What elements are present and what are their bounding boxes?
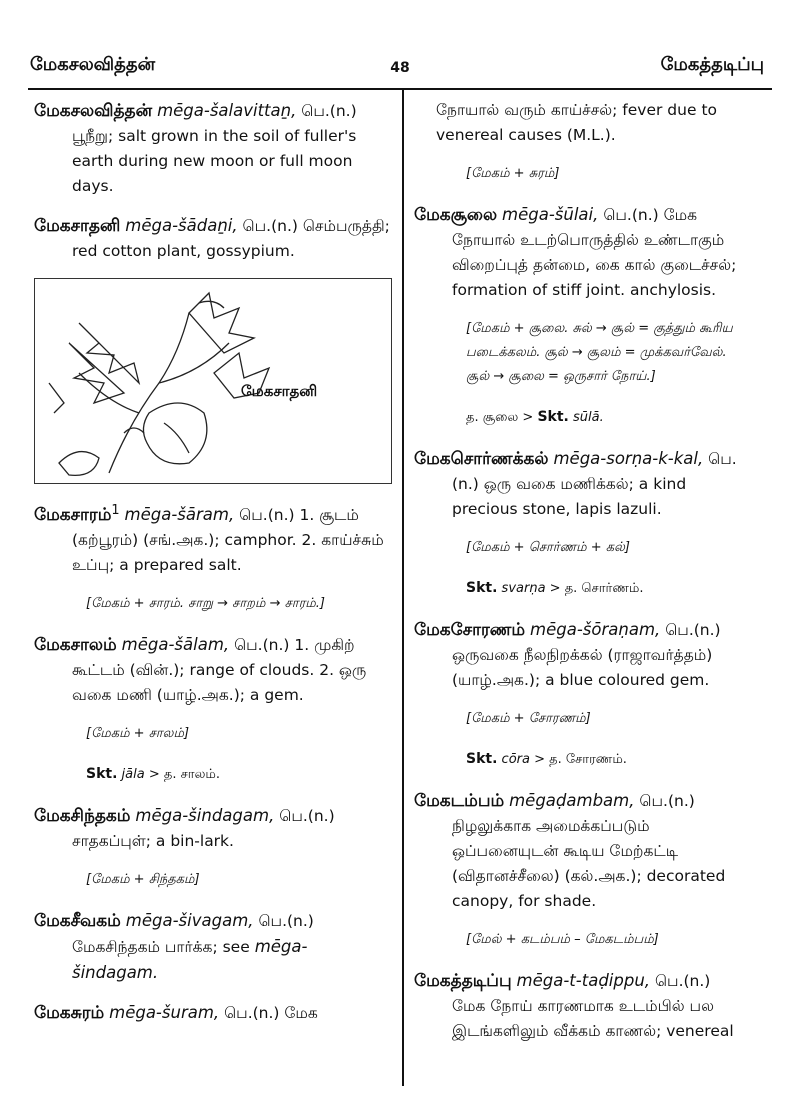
part-of-speech: பெ.(n.): [452, 450, 737, 493]
sanskrit-note: [466, 747, 740, 772]
skt-label: Skt.: [537, 409, 569, 425]
right-column: [414, 98, 740, 1058]
part-of-speech: பெ.(n.): [242, 217, 298, 235]
etymology: [மேகம் + சாலம்]: [86, 726, 190, 742]
definition: மேகசிந்தகம் பார்க்க; see: [72, 938, 250, 957]
headword: மேகசலவித்தன்: [34, 101, 153, 121]
part-of-speech: பெ.(n.): [239, 506, 295, 525]
definition: மேக நோய் காரணமாக உடம்பில் பல இடங்களிலும் வீக்கம் காணல்; venereal: [452, 997, 734, 1040]
dictionary-entry: [34, 1000, 390, 1026]
dictionary-entry: [414, 968, 740, 1044]
part-of-speech: பெ.(n.): [301, 102, 357, 120]
part-of-speech: பெ.(n.): [639, 792, 695, 810]
sanskrit-note: [86, 762, 390, 787]
part-of-speech: பெ.(n.): [654, 972, 711, 990]
headword: மேகசொர்ணக்கல்: [414, 449, 549, 469]
etymology: [மேகம் + சூலை. சுல் → சூல் = குத்தும் கூரிய படைக்கலம். சூல் → சூலம் = முக்கவர்வேல். சூல் → சூலை = ஒருசார் நோய்.]: [466, 321, 733, 384]
transliteration: mēga-šalavittaṉ,: [157, 101, 297, 120]
definition: நிழலுக்காக அமைக்கப்படும் ஒப்பனையுடன் கூடிய மேற்கட்டி (விதானச்சீலை) (கல்.அக.); decorated canopy, for shade.: [452, 817, 726, 910]
cotton-plant-illustration: [34, 278, 392, 484]
headword: மேகடம்பம்: [414, 791, 505, 811]
running-head-left: மேகசலவித்தன்: [30, 54, 156, 75]
dictionary-entry: [414, 788, 740, 914]
sanskrit-note: [466, 576, 740, 601]
headword: மேகசாலம்: [34, 635, 117, 656]
left-column: [34, 98, 390, 1040]
dictionary-entry: [34, 632, 390, 708]
headword: மேகசோரணம்: [414, 620, 526, 640]
entry-continuation: நோயால் வரும் காய்ச்சல்; fever due to venereal causes (M.L.).: [436, 101, 717, 144]
header-rule: [28, 88, 772, 90]
dictionary-entry: [34, 98, 390, 199]
etymology: [மேகம் + சொர்ணம் + கல்]: [466, 540, 630, 555]
skt-derivation: > த. சொர்ணம்.: [549, 581, 644, 596]
etymology: [மேகம் + சிந்தகம்]: [86, 872, 200, 888]
headword: மேகசாரம்: [34, 505, 112, 526]
definition: ஒருவகை நீலநிறக்கல் (ராஜாவர்த்தம்) (யாழ்.அக.); a blue coloured gem.: [452, 646, 713, 689]
skt-word: sūlā.: [572, 410, 604, 425]
sanskrit-note: [466, 405, 740, 430]
transliteration: mēga-šālam,: [121, 635, 230, 655]
skt-label: Skt.: [86, 766, 118, 783]
part-of-speech: பெ.(n.): [665, 621, 721, 639]
definition: மேக: [284, 1004, 318, 1023]
page-number: 48: [390, 60, 410, 76]
headword: மேகசீவகம்: [34, 911, 121, 932]
dictionary-entry: [414, 446, 740, 522]
headword: மேகசாதனி: [34, 216, 121, 236]
headword: மேகசூலை: [414, 205, 498, 225]
etymology: [மேகம் + சாரம். சாறு → சாறம் → சாரம்.]: [86, 596, 325, 612]
running-head-right: மேகத்தடிப்பு: [660, 54, 764, 75]
homograph-number: 1: [111, 503, 120, 518]
figure-caption: மேகசாதனி: [241, 382, 318, 400]
dictionary-entry: [34, 803, 390, 854]
part-of-speech: பெ.(n.): [258, 912, 314, 931]
part-of-speech: பெ.(n.): [603, 206, 659, 224]
transliteration: mēga-šūlai,: [502, 205, 599, 224]
transliteration: mēga-šivagam,: [125, 911, 254, 931]
dictionary-entry: [414, 617, 740, 693]
dictionary-entry: [414, 202, 740, 303]
transliteration: mēga-šuram,: [109, 1003, 220, 1023]
part-of-speech: பெ.(n.): [234, 636, 290, 655]
column-divider: [402, 90, 404, 1086]
headword: மேகசுரம்: [34, 1003, 105, 1024]
cotton-plant-drawing: [39, 283, 387, 479]
transliteration: mēga-šōraṇam,: [530, 620, 661, 639]
transliteration: mēgaḍambam,: [509, 791, 635, 810]
skt-label: Skt.: [466, 751, 498, 767]
transliteration: mēga-šāram,: [124, 505, 235, 525]
definition: மேக நோயால் உடற்பொருத்தில் உண்டாகும் விறைப்புத் தன்மை, கை கால் குடைச்சல்; formation of stiff joint. anchylosis.: [452, 206, 737, 299]
definition: பூநீறு; salt grown in the soil of fuller's earth during new moon or full moon days.: [72, 127, 357, 195]
cross-reference: mēga-šindagam.: [72, 937, 308, 983]
etymology: [மேல் + கடம்பம் – மேகடம்பம்]: [466, 932, 659, 947]
skt-label: Skt.: [466, 580, 498, 596]
skt-word: svarṇa: [501, 581, 546, 596]
skt-word: jāla: [121, 767, 145, 783]
skt-word: cōra: [501, 752, 530, 767]
transliteration: mēga-šindagam,: [135, 806, 275, 826]
skt-derivation: த. சூலை >: [466, 410, 534, 425]
etymology: [மேகம் + சோரணம்]: [466, 711, 591, 726]
transliteration: mēga-t-taḍippu,: [516, 971, 651, 990]
dictionary-entry: [34, 498, 390, 578]
transliteration: mēga-šādaṉi,: [125, 216, 238, 235]
transliteration: mēga-sorṇa-k-kal,: [553, 449, 704, 468]
definition: செம்பருத்தி; red cotton plant, gossypium.: [72, 217, 390, 260]
skt-derivation: > த. சாலம்.: [148, 767, 220, 783]
dictionary-entry: [34, 213, 390, 264]
etymology: [மேகம் + சுரம்]: [466, 166, 560, 181]
dictionary-entry: [34, 908, 390, 986]
headword: மேகத்தடிப்பு: [414, 971, 512, 991]
headword: மேகசிந்தகம்: [34, 806, 131, 827]
definition: 1. முகிற் கூட்டம் (வின்.); range of clouds. 2. ஒரு வகை மணி (யாழ்.அக.); a gem.: [72, 636, 367, 705]
definition: சாதகப்புள்; a bin-lark.: [72, 832, 234, 851]
skt-derivation: > த. சோரணம்.: [534, 752, 627, 767]
definition: 1. சூடம் (கற்பூரம்) (சங்.அக.); camphor. 2. காய்ச்சும் உப்பு; a prepared salt.: [72, 506, 384, 575]
definition: ஒரு வகை மணிக்கல்; a kind precious stone, lapis lazuli.: [452, 475, 687, 518]
part-of-speech: பெ.(n.): [279, 807, 335, 826]
part-of-speech: பெ.(n.): [224, 1004, 280, 1023]
